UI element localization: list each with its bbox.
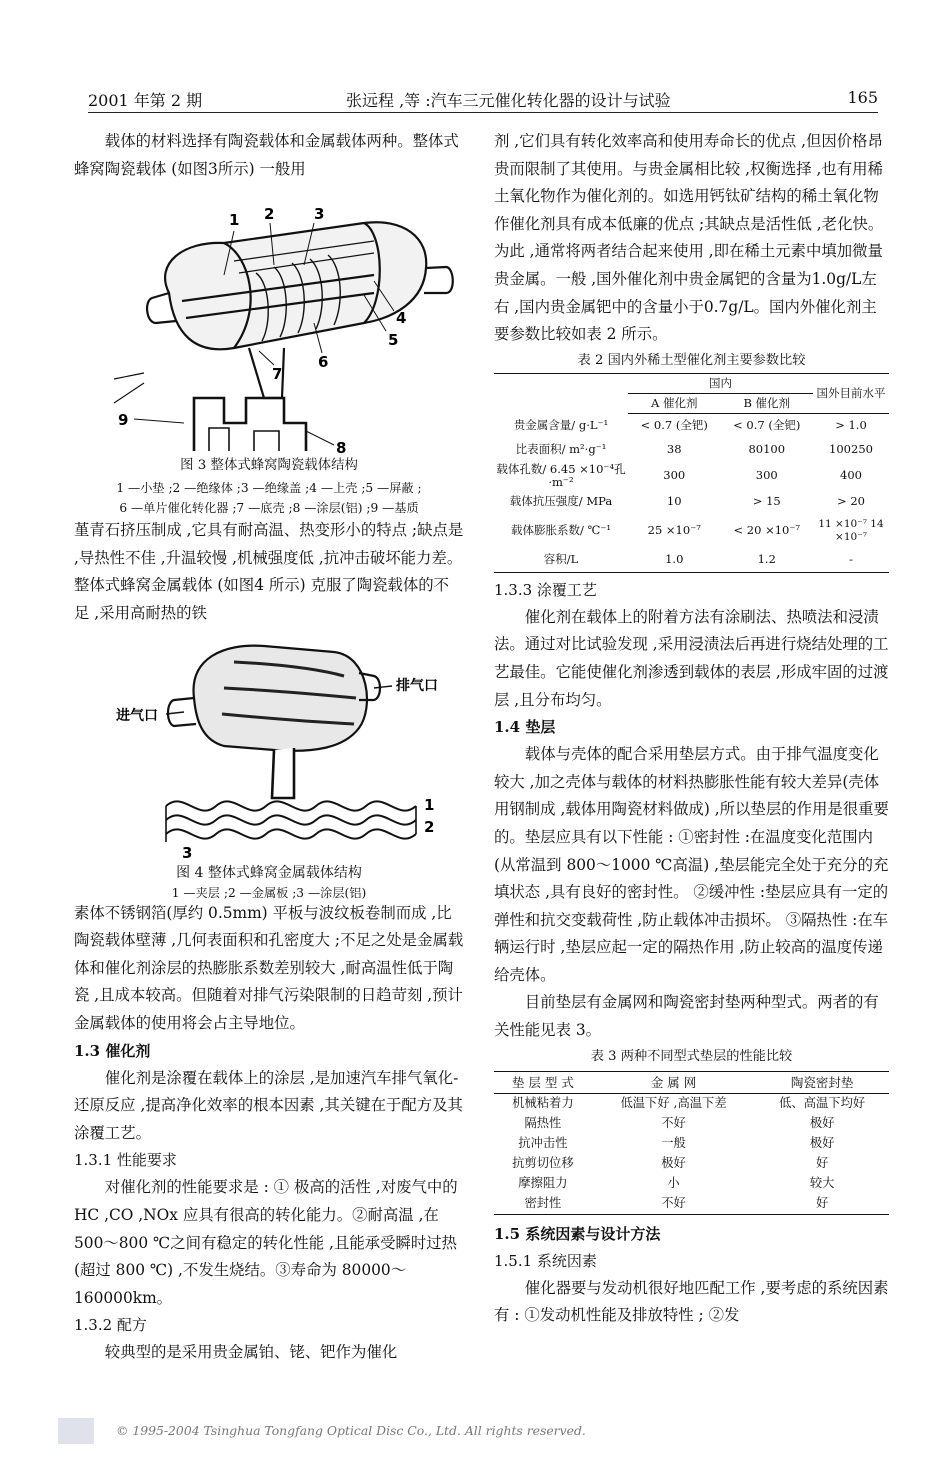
table-row: [494, 1093, 889, 1114]
table-cell: 38: [666, 442, 682, 457]
fig4-callout-2: 2: [424, 817, 435, 836]
table-2-foreign-header: 国外目前水平: [813, 373, 889, 413]
table-cell: 抗剪切位移: [512, 1156, 574, 1171]
section-heading-1-4: 1.4 垫层: [494, 718, 556, 737]
table-cell: 载体孔数/ 6.45 ×10⁻⁴孔·m⁻²: [496, 461, 626, 489]
table-row: [494, 1194, 889, 1215]
section-heading-1-3-3: 1.3.3 涂覆工艺: [494, 580, 597, 599]
table-cell: 400: [840, 468, 862, 483]
table-3-header: 垫 层 型 式: [494, 1071, 592, 1093]
paragraph: 目前垫层有金属网和陶瓷密封垫两种型式。两者的有关性能见表 3。: [494, 993, 879, 1040]
table-row: [494, 1114, 889, 1134]
table-row: [494, 1174, 889, 1194]
metal-converter-illustration: [74, 628, 464, 860]
table-cell: > 15: [752, 494, 781, 509]
table-2: [494, 373, 889, 573]
table-cell: > 20: [837, 494, 865, 509]
fig4-callout-3: 3: [182, 843, 193, 860]
figure-3-legend-line1: 1 —小垫 ;2 —绝缘体 ;3 —绝缘盖 ;4 —上壳 ;5 —屏蔽 ;: [116, 481, 422, 496]
table-cell: 低、高温下均好: [779, 1096, 866, 1111]
table-cell: 隔热性: [524, 1116, 562, 1131]
table-row: [494, 490, 889, 514]
fig3-callout-1: 1: [229, 211, 240, 230]
table-cell: 贵金属含量/ g·L⁻¹: [513, 418, 609, 432]
table-cell: 极好: [809, 1116, 835, 1131]
fig3-callout-4: 4: [396, 309, 407, 328]
paragraph: 素体不锈钢箔(厚约 0.5mm) 平板与波纹板卷制而成 ,比陶瓷载体壁薄 ,几何表面积和孔密度大 ;不足之处是金属载体和催化剂涂层的热膨胀系数差别较大 ,耐高温性低于陶瓷 ,且成本较高。但随着对排气污染限制的日趋苛刻 ,预计金属载体的使用将会占主导地位。: [74, 903, 464, 1032]
page-number: 165: [847, 88, 878, 107]
section-heading-1-3-2: 1.3.2 配方: [74, 1316, 147, 1335]
section-heading-1-5: 1.5 系统因素与设计方法: [494, 1224, 661, 1243]
table-cell: > 1.0: [835, 418, 867, 433]
table-cell: -: [849, 552, 853, 567]
publisher-logo-icon: [58, 1418, 94, 1444]
table-3-header: 金 属 网: [592, 1071, 756, 1093]
table-cell: 机械粘着力: [512, 1096, 574, 1111]
running-header: [88, 88, 878, 113]
table-cell: 不好: [661, 1196, 686, 1211]
table-row: [494, 413, 889, 438]
table-3-caption: 表 3 两种不同型式垫层的性能比较: [590, 1048, 793, 1064]
section-heading-1-5-1: 1.5.1 系统因素: [494, 1251, 597, 1270]
paragraph: 催化器要与发动机很好地匹配工作 ,要考虑的系统因素有 : ①发动机性能及排放特性 ; ②发: [494, 1278, 889, 1325]
table-cell: < 0.7 (全钯): [640, 418, 708, 433]
table-cell: 好: [815, 1196, 829, 1211]
table-cell: 极好: [809, 1136, 835, 1151]
intake-label: 进气口: [116, 707, 158, 724]
table-cell: 一般: [661, 1136, 686, 1151]
table-row: [494, 1154, 889, 1174]
paragraph: 较典型的是采用贵金属铂、铑、钯作为催化: [104, 1343, 398, 1362]
fig3-callout-2: 2: [264, 205, 275, 224]
table-cell: 300: [663, 468, 686, 483]
table-cell: 摩擦阻力: [518, 1176, 568, 1191]
table-3: [494, 1071, 889, 1215]
section-heading-1-3-1: 1.3.1 性能要求: [74, 1151, 177, 1170]
table-cell: 载体膨胀系数/ ℃⁻¹: [510, 523, 612, 538]
table-cell: 小: [667, 1176, 680, 1191]
table-2-header-b: B 催化剂: [721, 393, 814, 413]
table-2-caption: 表 2 国内外稀土型催化剂主要参数比较: [577, 352, 806, 368]
table-row: [494, 1134, 889, 1154]
left-column: [74, 128, 464, 1367]
fig3-callout-6: 6: [318, 353, 329, 372]
fig3-callout-9: 9: [118, 411, 129, 430]
table-2-header-a: A 催化剂: [628, 393, 721, 413]
table-cell: 25 ×10⁻⁷: [647, 523, 701, 538]
table-cell: 极好: [661, 1156, 686, 1171]
table-cell: 好: [815, 1156, 829, 1171]
fig3-callout-3: 3: [314, 205, 325, 224]
table-cell: 300: [755, 468, 778, 483]
table-3-header: 陶瓷密封垫: [755, 1071, 889, 1093]
table-cell: < 20 ×10⁻⁷: [733, 523, 801, 538]
fig3-callout-7: 7: [272, 365, 283, 384]
paragraph: 催化剂在载体上的附着方法有涂刷法、热喷法和浸渍法。通过对比试验发现 ,采用浸渍法后再进行烧结处理的工艺最佳。它能使催化剂渗透到载体的表层 ,形成牢固的过渡层 ,且分布均匀。: [494, 607, 889, 709]
figure-3-legend-line2: 6 —单片催化转化器 ;7 —底壳 ;8 —涂层(铝) ;9 —基质: [119, 501, 419, 516]
paragraph: 载体的材料选择有陶瓷载体和金属载体两种。整体式蜂窝陶瓷载体 (如图3所示) 一般用: [74, 132, 459, 178]
paragraph: 催化剂是涂覆在载体上的涂层 ,是加速汽车排气氧化-还原反应 ,提高净化效率的根本因素 ,其关键在于配方及其涂覆工艺。: [74, 1068, 463, 1142]
table-cell: < 0.7 (全钯): [733, 418, 801, 433]
table-cell: 比表面积/ m²·g⁻¹: [515, 442, 607, 457]
table-cell: 1.0: [665, 552, 684, 567]
fig4-callout-1: 1: [424, 795, 435, 814]
figure-4: [74, 628, 464, 860]
section-heading-1-3: 1.3 催化剂: [74, 1041, 151, 1060]
table-cell: 不好: [661, 1116, 686, 1131]
table-cell: 密封性: [524, 1196, 562, 1211]
article-title: 张远程 ,等 :汽车三元催化转化器的设计与试验: [346, 91, 671, 110]
table-cell: 10: [666, 494, 682, 509]
table-2-corner: [494, 373, 628, 413]
table-2-group-domestic: 国内: [628, 373, 813, 393]
issue-label: 2001 年第 2 期: [88, 91, 203, 110]
table-row: [494, 438, 889, 462]
table-cell: 100250: [829, 442, 873, 457]
paragraph: 堇青石挤压制成 ,它具有耐高温、热变形小的特点 ;缺点是 ,导热性不佳 ,升温较慢 ,机械强度低 ,抗冲击破坏能力差。整体式蜂窝金属载体 (如图4 所示) 克服了陶瓷载体的不足 ,采用高耐热的铁: [74, 521, 464, 622]
copyright-footer: [58, 1418, 858, 1444]
exhaust-label: 排气口: [396, 677, 438, 694]
table-cell: 抗冲击性: [518, 1136, 568, 1151]
figure-4-legend: 1 —夹层 ;2 —金属板 ;3 —涂层(铝): [171, 885, 367, 900]
table-row: [494, 548, 889, 573]
table-cell: 低温下好 ,高温下差: [620, 1096, 727, 1111]
table-cell: 较大: [809, 1176, 835, 1191]
right-column: [494, 128, 889, 1330]
table-cell: 1.2: [757, 552, 776, 567]
table-cell: 容积/L: [543, 552, 579, 567]
fig3-callout-5: 5: [388, 331, 399, 350]
paragraph: 载体与壳体的配合采用垫层方式。由于排气温度变化较大 ,加之壳体与载体的材料热膨胀性能有较大差异(壳体用钢制成 ,载体用陶瓷材料做成) ,所以垫层的作用是很重要的。垫层应具有以下性能 : ①密封性 :在温度变化范围内 (从常温到 800～1000 ℃高温) ,垫层能完全处于充分的充填状态 ,具有良好的密封性。 ②缓冲性 :垫层应具有一定的弹性和抗交变载荷性 ,防止载体冲击损坏。 ③隔热性 :在车辆运行时 ,垫层应起一定的隔热作用 ,防止较高的温度传递给壳体。: [494, 745, 889, 984]
figure-3-caption: 图 3 整体式蜂窝陶瓷载体结构: [180, 458, 358, 474]
copyright-text: © 1995-2004 Tsinghua Tongfang Optical Disc Co., Ltd. All rights reserved.: [116, 1423, 586, 1438]
table-row: [494, 462, 889, 490]
paragraph: 对催化剂的性能要求是 : ① 极高的活性 ,对废气中的 HC ,CO ,NOx 应具有很高的转化能力。②耐高温 ,在 500～800 ℃之间有稳定的转化性能 ,且能承受瞬时过热 (超过 800 ℃) ,不发生烧结。③寿命为 80000～160000km。: [74, 1178, 458, 1307]
table-row: [494, 514, 889, 548]
fig3-callout-8: 8: [336, 439, 347, 456]
table-cell: 80100: [748, 442, 786, 457]
table-cell: 载体抗压强度/ MPa: [509, 494, 613, 509]
ceramic-converter-illustration: [74, 183, 464, 455]
paragraph: 剂 ,它们具有转化效率高和使用寿命长的优点 ,但因价格昂贵而限制了其使用。与贵金属相比较 ,权衡选择 ,也有用稀土氧化物作为催化剂的。如选用钙钛矿结构的稀土氧化物作催化剂具有成本低廉的优点 ;其缺点是活性低 ,老化快。为此 ,通常将两者结合起来使用 ,即在稀土元素中填加微量贵金属。一般 ,国外催化剂中贵金属钯的含量为1.0g/L左右 ,国内贵金属钯中的含量小于0.7g/L。国内外催化剂主要参数比较如表 2 所示。: [494, 132, 884, 344]
figure-4-caption: 图 4 整体式蜂窝金属载体结构: [176, 864, 362, 881]
figure-3: [74, 183, 464, 455]
table-cell: 11 ×10⁻⁷ 14 ×10⁻⁷: [818, 517, 884, 543]
